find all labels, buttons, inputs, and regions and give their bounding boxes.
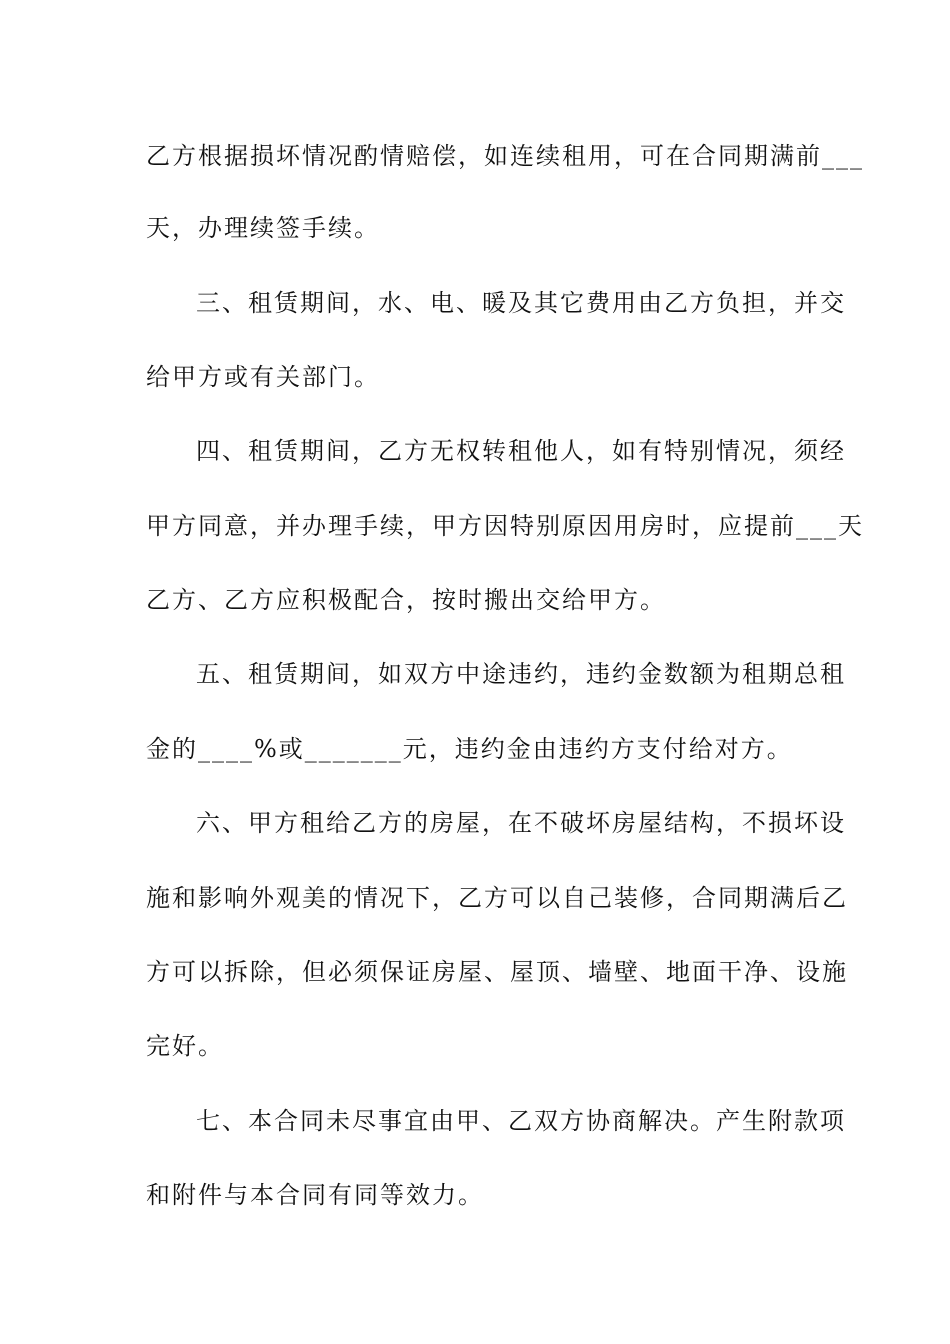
paragraph-7-line: 七、本合同未尽事宜由甲、乙双方协商解决。产生附款项 xyxy=(196,1107,846,1135)
text-line: 和附件与本合同有同等效力。 xyxy=(146,1181,484,1209)
text-line: 乙方根据损坏情况酌情赔偿，如连续租用，可在合同期满前___ xyxy=(146,142,864,170)
paragraph-5-line: 五、租赁期间，如双方中途违约，违约金数额为租期总租 xyxy=(196,660,846,688)
paragraph-4-line: 四、租赁期间，乙方无权转租他人，如有特别情况，须经 xyxy=(196,437,846,465)
paragraph-6-line: 六、甲方租给乙方的房屋，在不破坏房屋结构，不损坏设 xyxy=(196,809,846,837)
text-line: 施和影响外观美的情况下，乙方可以自己装修，合同期满后乙 xyxy=(146,884,848,912)
paragraph-3-line: 三、租赁期间，水、电、暖及其它费用由乙方负担，并交 xyxy=(196,289,846,317)
text-line: 乙方、乙方应积极配合，按时搬出交给甲方。 xyxy=(146,586,666,614)
text-line: 甲方同意，并办理手续，甲方因特别原因用房时，应提前___天 xyxy=(146,512,864,540)
text-line: 天，办理续签手续。 xyxy=(146,214,380,242)
text-line: 金的____%或_______元，违约金由违约方支付给对方。 xyxy=(146,735,793,763)
text-line: 给甲方或有关部门。 xyxy=(146,363,380,391)
text-line: 方可以拆除，但必须保证房屋、屋顶、墙壁、地面干净、设施 xyxy=(146,958,848,986)
text-line: 完好。 xyxy=(146,1032,224,1060)
